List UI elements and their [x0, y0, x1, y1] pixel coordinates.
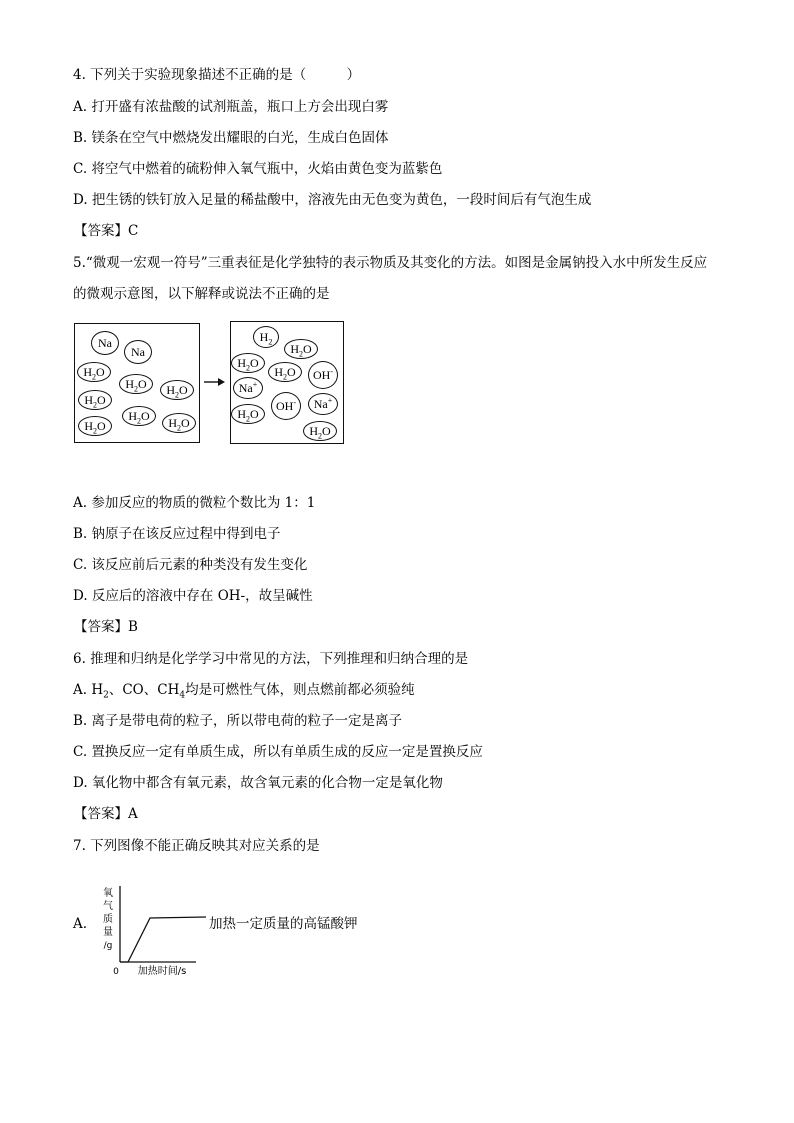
- answer-label: 【答案】: [74, 619, 128, 635]
- molecule-h2o: $H_2O$: [231, 353, 265, 373]
- q5-option-a: A. 参加反应的物质的微粒个数比为 1：1: [73, 495, 316, 511]
- y-label-char: 质: [103, 914, 113, 925]
- molecule-h2: $H_2$: [253, 326, 279, 348]
- q6-answer: [74, 805, 138, 823]
- oxygen-mass-graph: [96, 882, 206, 978]
- q5-option-c: C. 该反应前后元素的种类没有发生变化: [73, 557, 308, 573]
- q4-stem: 4. 下列关于实验现象描述不正确的是（ ）: [73, 67, 361, 83]
- q5-stem-line1: 5.“微观一宏观一符号”三重表征是化学独特的表示物质及其变化的方法。如图是金属钠投入水中所发生反应: [73, 255, 708, 271]
- q6-option-c: C. 置换反应一定有单质生成，所以有单质生成的反应一定是置换反应: [73, 744, 483, 760]
- q4-option-c: C. 将空气中燃着的硫粉伸入氧气瓶中，火焰由黄色变为蓝紫色: [73, 161, 443, 177]
- q6-stem: 6. 推理和归纳是化学学习中常见的方法，下列推理和归纳合理的是: [73, 651, 469, 667]
- molecule-h2o: $H_2O$: [231, 404, 265, 424]
- molecule-h2o: $H_2O$: [78, 390, 112, 410]
- molecule-h2o: $H_2O$: [162, 413, 196, 433]
- y-label-char: 量: [103, 927, 113, 938]
- ion-na: Na+: [233, 377, 263, 399]
- q4-option-b: B. 镁条在空气中燃烧发出耀眼的白光，生成白色固体: [73, 130, 389, 146]
- q5-stem-line2: 的微观示意图，以下解释或说法不正确的是: [73, 286, 330, 302]
- molecule-h2o: $H_2O$: [268, 362, 302, 382]
- y-label-char: 氧: [103, 888, 113, 899]
- origin-label: 0: [113, 967, 119, 977]
- molecule-h2o: $H_2O$: [122, 406, 156, 426]
- molecule-h2o: $H_2O$: [160, 380, 194, 400]
- molecule-na: Na: [91, 331, 119, 355]
- answer-value: C: [128, 223, 139, 239]
- q7-stem: 7. 下列图像不能正确反映其对应关系的是: [73, 838, 320, 854]
- ion-oh: OH-: [271, 392, 301, 420]
- q4-option-d: D. 把生锈的铁钉放入足量的稀盐酸中，溶液先由无色变为黄色，一段时间后有气泡生成: [73, 192, 592, 208]
- molecule-h2o: $H_2O$: [119, 374, 153, 394]
- ion-oh: OH-: [308, 361, 338, 389]
- molecule-h2o: $H_2O$: [78, 416, 112, 436]
- answer-label: 【答案】: [74, 806, 128, 822]
- y-label-char: 气: [103, 901, 113, 912]
- q6-option-b: B. 离子是带电荷的粒子，所以带电荷的粒子一定是离子: [73, 713, 403, 729]
- q7-option-a-desc: 加热一定质量的高锰酸钾: [209, 916, 358, 932]
- oxygen-curve: [120, 917, 206, 962]
- q7-option-a-letter: A.: [73, 916, 88, 932]
- q5-answer: [74, 618, 138, 636]
- q4-answer: [74, 222, 138, 240]
- q5-option-d: D. 反应后的溶液中存在 OH-，故呈碱性: [73, 588, 313, 604]
- reaction-arrow-icon: [204, 376, 226, 388]
- answer-label: 【答案】: [74, 223, 128, 239]
- answer-value: A: [128, 806, 138, 822]
- y-label-char: /g: [103, 941, 113, 951]
- q5-option-b: B. 钠原子在该反应过程中得到电子: [73, 526, 281, 542]
- q6-option-d: D. 氧化物中都含有氧元素，故含氧元素的化合物一定是氧化物: [73, 775, 443, 791]
- molecule-h2o: $H_2O$: [77, 362, 111, 382]
- answer-value: B: [128, 619, 138, 635]
- q4-option-a: A. 打开盛有浓盐酸的试剂瓶盖，瓶口上方会出现白雾: [73, 99, 389, 115]
- molecule-h2o: $H_2O$: [303, 421, 337, 441]
- q6-option-a: A. $H_2$、CO、$CH_4$均是可燃性气体，则点燃前都必须验纯: [73, 682, 415, 701]
- x-label: 加热时间/s: [137, 966, 187, 977]
- ion-na: Na+: [308, 393, 338, 415]
- molecule-na: Na: [124, 340, 152, 364]
- molecule-h2o: $H_2O$: [284, 339, 318, 359]
